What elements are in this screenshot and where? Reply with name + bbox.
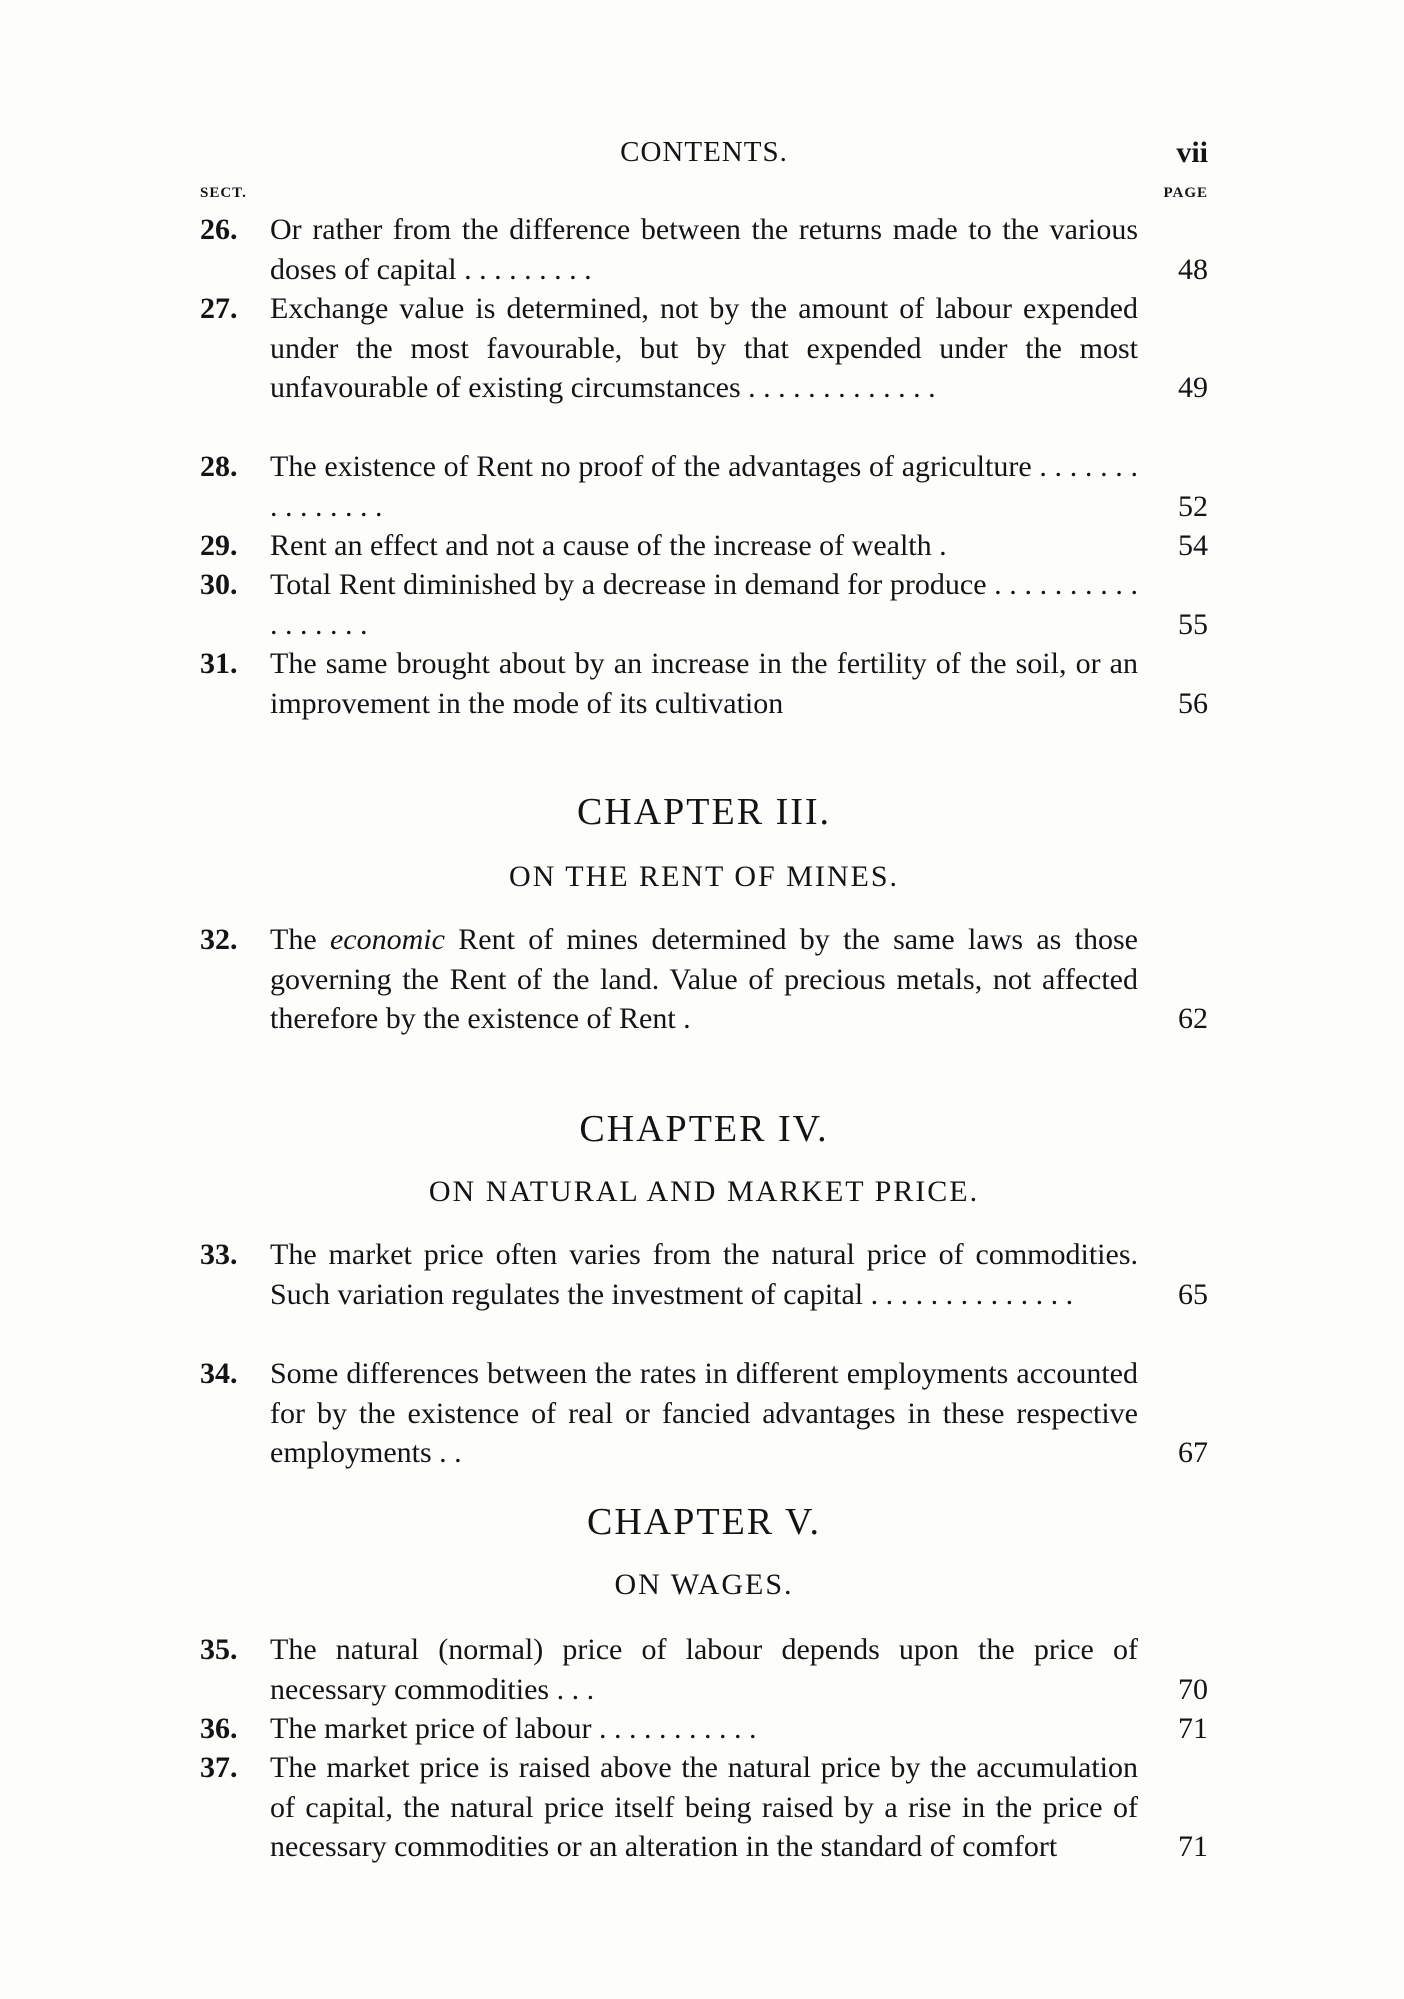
section-number: 29. [200,529,238,562]
chapter-heading-5: CHAPTER V. [587,1501,821,1543]
chapter-subtitle-4: ON NATURAL AND MARKET PRICE. [428,1175,980,1208]
entry-text [270,920,1138,1039]
entry-page: 52 [1178,489,1208,523]
section-number: 36. [200,1712,238,1745]
toc-entry-34 [200,1354,1208,1473]
entry-text: Total Rent diminished by a decrease in demand for produce . . . . . . . . . . . . . . . . . [270,568,1138,641]
section-number: 34. [200,1357,238,1390]
section-number: 26. [200,213,238,246]
entry-page: 71 [1178,1830,1208,1863]
section-number: 27. [200,292,238,325]
section-number: 28. [200,450,238,483]
sect-column-label: SECT. [200,185,247,201]
entry-page: 67 [1178,1436,1208,1469]
page-column-label: PAGE [1163,185,1208,201]
entry-text-emphasis: economic [329,923,445,956]
entry-page: 65 [1178,1277,1208,1311]
toc-entry-26 [200,210,1208,289]
entry-text: The market price of labour . . . . . . . . . . . [270,1712,757,1745]
entry-text: The market price is raised above the natural price by the accumulation of capital, the natural price itself being raised by a rise in the price of necessary commodities or an alteration in the standard of comfort [270,1751,1138,1863]
chapter-subtitle-5: ON WAGES. [614,1568,794,1601]
toc-entry-27 [200,289,1208,408]
chapter-heading-3: CHAPTER III. [576,791,832,833]
entry-text: The existence of Rent no proof of the advantages of agriculture . . . . . . . . . . . . . . . [270,450,1138,523]
toc-entry-29 [200,526,1208,566]
entry-page: 62 [1178,1002,1208,1035]
entry-page: 48 [1178,252,1208,286]
toc-entry-35 [200,1630,1208,1709]
chapter-subtitle-3: ON THE RENT OF MINES. [508,860,900,893]
entry-page: 55 [1178,607,1208,641]
page-title: CONTENTS. [620,136,788,168]
toc-entry-32 [200,920,1208,1039]
entry-text: Rent an effect and not a cause of the increase of wealth . [270,529,947,562]
toc-entry-31 [200,644,1208,723]
entry-text: Some differences between the rates in different employments accounted for by the existence of real or fancied advantages in these respective employments . . [270,1357,1138,1469]
toc-entry-28 [200,447,1208,526]
running-header [200,136,1208,184]
entry-text-start: The [270,923,330,956]
column-headers [200,185,1208,207]
entry-text: The market price often varies from the natural price of commodities. Such variation regulates the investment of capital . . . . . . . . . . . . . . [270,1238,1138,1311]
entry-page: 56 [1178,686,1208,720]
section-number: 35. [200,1633,238,1666]
section-number: 32. [200,923,238,956]
entry-page: 49 [1178,371,1208,404]
section-number: 33. [200,1238,238,1271]
entry-page: 54 [1178,529,1208,562]
entry-page: 70 [1178,1672,1208,1706]
toc-entry-36 [200,1709,1208,1749]
chapter-heading-4: CHAPTER IV. [579,1108,829,1150]
entry-text: The natural (normal) price of labour depends upon the price of necessary commodities . . . [270,1633,1138,1706]
section-number: 37. [200,1751,238,1784]
toc-entry-33 [200,1235,1208,1314]
entry-text: The same brought about by an increase in the fertility of the soil, or an improvement in the mode of its cultivation [270,647,1138,720]
toc-entry-30 [200,565,1208,644]
entry-text: Exchange value is determined, not by the amount of labour expended under the most favourable, but by that expended under the most unfavourable of existing circumstances . . . . . . . . . . . . . [270,292,1138,404]
page-number: vii [1176,136,1208,169]
entry-text-rest: Rent of mines determined by the same laws as those governing the Rent of the land. Value of precious metals, not affected therefore by the existence of Rent . [270,923,1138,1035]
entry-page: 71 [1178,1712,1208,1745]
entry-text: Or rather from the difference between the returns made to the various doses of capital . . . . . . . . . [270,213,1138,286]
section-number: 30. [200,568,238,601]
toc-entry-37 [200,1748,1208,1867]
section-number: 31. [200,647,238,680]
